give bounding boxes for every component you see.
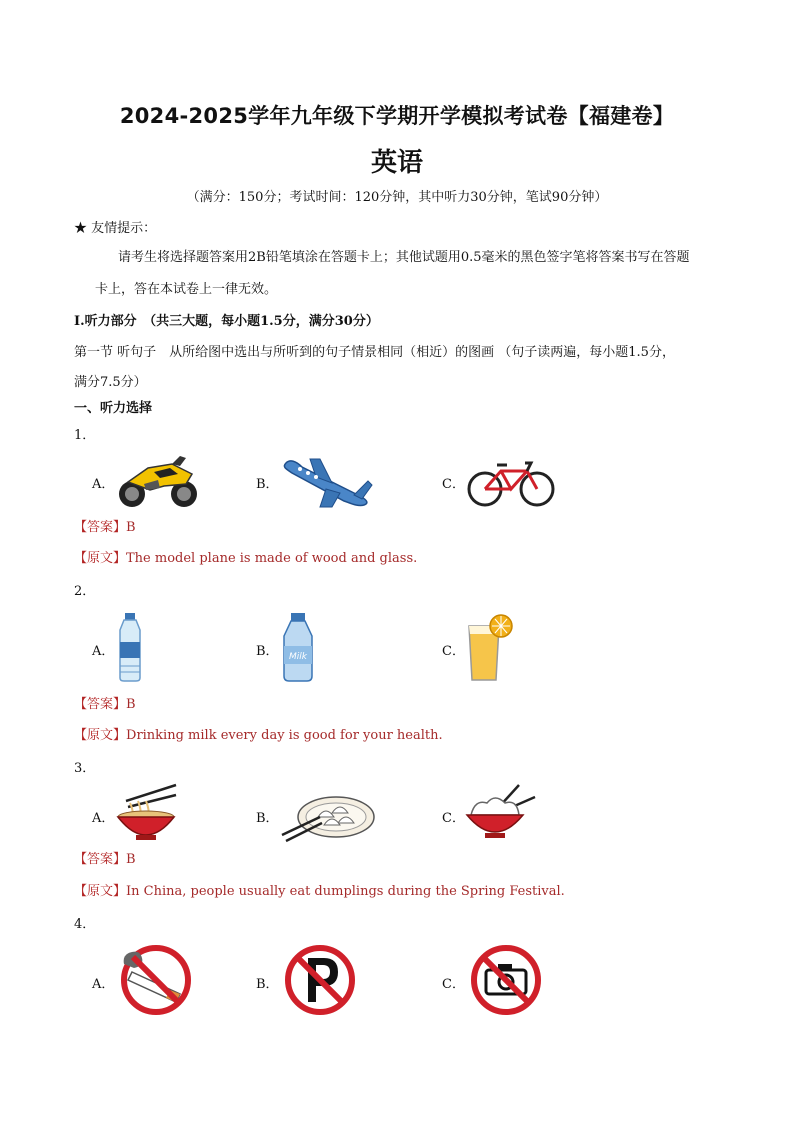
source-text: The model plane is made of wood and glass.: [126, 551, 418, 566]
part-heading: I.听力部分 （共三大题，每小题1.5分，满分30分）: [74, 314, 379, 329]
option-b-label: B．: [256, 811, 279, 826]
question-number: 2．: [74, 584, 96, 599]
source-row: [74, 727, 443, 745]
milk-bottle-picture: [280, 612, 316, 682]
question-number: 1．: [74, 428, 96, 443]
section-heading: 一、听力选择: [74, 401, 153, 416]
option-b-label: B．: [256, 477, 279, 492]
subsection-line-2: 满分7.5分）: [74, 375, 147, 390]
question-number: 3．: [74, 761, 96, 776]
answer-row: [74, 696, 136, 714]
answer-tag: 【答案】: [74, 520, 127, 535]
source-row: [74, 883, 565, 901]
no-smoking-sign: [116, 942, 196, 1018]
exam-meta: （满分：150分；考试时间：120分钟，其中听力30分钟，笔试90分钟）: [186, 190, 608, 205]
noodles-picture: [114, 783, 178, 843]
option-c-label: C．: [442, 644, 465, 659]
option-a-label: A．: [92, 811, 115, 826]
airplane-picture: [280, 455, 376, 509]
option-c-label: C．: [442, 477, 465, 492]
source-tag: 【原文】: [74, 884, 127, 899]
rice-bowl-picture: [465, 783, 537, 843]
source-tag: 【原文】: [74, 728, 127, 743]
source-text: Drinking milk every day is good for your health.: [126, 728, 443, 743]
milk-label: Milk: [289, 652, 307, 662]
notice-line-1: 请考生将选择题答案用2B铅笔填涂在答题卡上；其他试题用0.5毫米的黑色签字笔将答案书写在答题: [118, 250, 690, 265]
source-tag: 【原文】: [74, 551, 127, 566]
no-photos-sign: [466, 942, 546, 1018]
answer-row: [74, 519, 136, 537]
question-number: 4．: [74, 917, 96, 932]
subsection-line-1: 第一节 听句子 从所给图中选出与所听到的句子情景相同（相近）的图画 （句子读两遍，每小题1.5分，: [74, 345, 675, 360]
option-a-label: A．: [92, 644, 115, 659]
source-row: [74, 550, 417, 568]
juice-glass-picture: [465, 612, 515, 682]
water-bottle-picture: [116, 612, 144, 682]
bicycle-picture: [465, 455, 557, 509]
dumplings-picture: [280, 795, 376, 843]
subject-title: 英语: [370, 148, 423, 178]
answer-value: B: [126, 697, 136, 712]
option-c-label: C．: [442, 811, 465, 826]
option-b-label: B．: [256, 977, 279, 992]
option-a-label: A．: [92, 977, 115, 992]
page-title: 2024-2025学年九年级下学期开学模拟考试卷【福建卷】: [119, 104, 675, 128]
answer-value: B: [126, 852, 136, 867]
option-a-label: A．: [92, 477, 115, 492]
answer-tag: 【答案】: [74, 852, 127, 867]
option-b-label: B．: [256, 644, 279, 659]
source-text: In China, people usually eat dumplings during the Spring Festival.: [126, 884, 565, 899]
option-c-label: C．: [442, 977, 465, 992]
answer-row: [74, 851, 136, 869]
notice-line-2: 卡上，答在本试卷上一律无效。: [95, 282, 278, 297]
answer-value: B: [126, 520, 136, 535]
no-parking-sign: [280, 942, 360, 1018]
answer-tag: 【答案】: [74, 697, 127, 712]
notice-label: ★ 友情提示：: [74, 221, 157, 236]
motorcycle-picture: [114, 450, 202, 510]
